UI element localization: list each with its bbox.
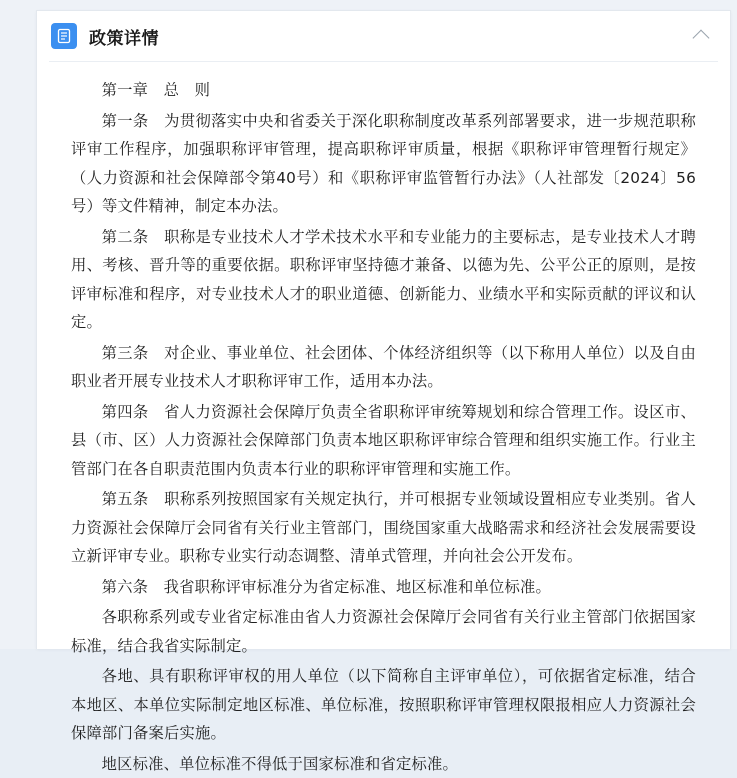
page-title: 政策详情 <box>89 24 159 49</box>
document-paragraph: 第三条 对企业、事业单位、社会团体、个体经济组织等（以下称用人单位）以及自由职业者开展专业技术人才职称评审工作，适用本办法。 <box>71 339 696 396</box>
policy-document-body <box>37 62 730 778</box>
document-paragraph: 第一条 为贯彻落实中央和省委关于深化职称制度改革系列部署要求，进一步规范职称评审工作程序，加强职称评审管理，提高职称评审质量，根据《职称评审管理暂行规定》（人力资源和社会保障部令第40号）和《职称评审监管暂行办法》（人社部发〔2024〕56号）等文件精神，制定本办法。 <box>71 107 696 221</box>
document-paragraph: 第五条 职称系列按照国家有关规定执行，并可根据专业领域设置相应专业类别。省人力资源社会保障厅会同省有关行业主管部门，围绕国家重大战略需求和经济社会发展需要设立新评审专业。职称专业实行动态调整、清单式管理，并向社会公开发布。 <box>71 485 696 571</box>
document-paragraph: 地区标准、单位标准不得低于国家标准和省定标准。 <box>71 750 696 778</box>
document-paragraph: 各职称系列或专业省定标准由省人力资源社会保障厅会同省有关行业主管部门依据国家标准，结合我省实际制定。 <box>71 603 696 660</box>
document-paragraph: 第二条 职称是专业技术人才学术技术水平和专业能力的主要标志，是专业技术人才聘用、考核、晋升等的重要依据。职称评审坚持德才兼备、以德为先、公平公正的原则，是按评审标准和程序，对专业技术人才的职业道德、创新能力、业绩水平和实际贡献的评议和认定。 <box>71 223 696 337</box>
document-icon <box>51 23 77 49</box>
chevron-up-icon[interactable] <box>690 25 712 47</box>
chevron-up-shape <box>693 30 710 47</box>
document-paragraph: 各地、具有职称评审权的用人单位（以下简称自主评审单位），可依据省定标准，结合本地区、本单位实际制定地区标准、单位标准，按照职称评审管理权限报相应人力资源社会保障部门备案后实施。 <box>71 662 696 748</box>
card-header <box>37 11 730 61</box>
document-paragraph: 第四条 省人力资源社会保障厅负责全省职称评审统筹规划和综合管理工作。设区市、县（市、区）人力资源社会保障部门负责本地区职称评审综合管理和组织实施工作。行业主管部门在各自职责范围内负责本行业的职称评审管理和实施工作。 <box>71 398 696 484</box>
document-paragraph: 第六条 我省职称评审标准分为省定标准、地区标准和单位标准。 <box>71 573 696 602</box>
policy-detail-card <box>36 10 731 649</box>
document-paragraph: 第一章 总 则 <box>71 76 696 105</box>
